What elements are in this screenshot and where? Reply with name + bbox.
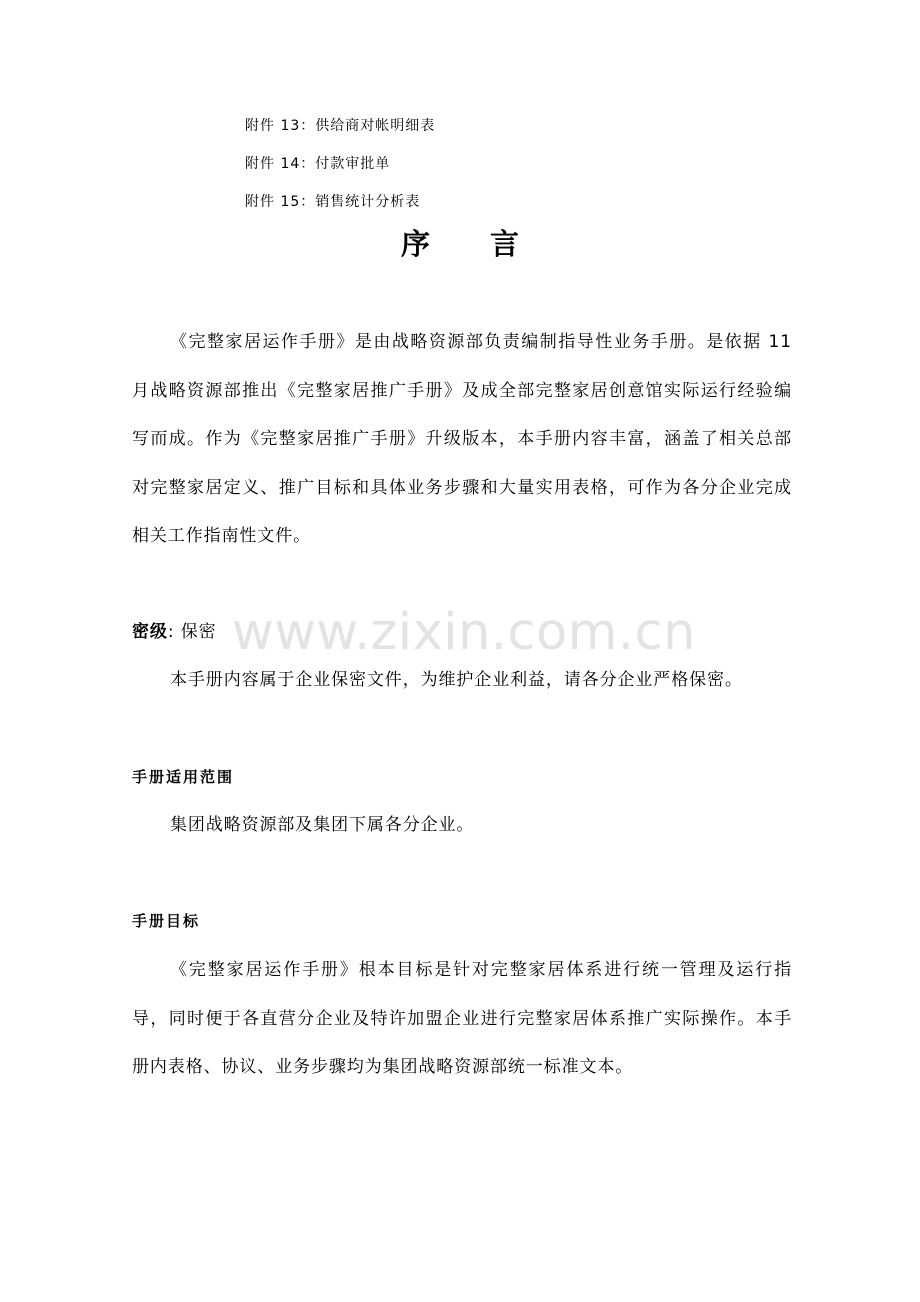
appendix-item-14: 附件 14：付款审批单 (245, 156, 391, 172)
scope-heading: 手册适用范围 (132, 768, 235, 786)
secret-level-value: : 保密 (167, 622, 217, 642)
scope-body: 集团战略资源部及集团下属各分企业。 (170, 815, 475, 835)
page-title: 序言 (400, 227, 579, 261)
secret-level (132, 620, 217, 644)
goal-paragraph: 《完整家居运作手册》根本目标是针对完整家居体系进行统一管理及运行指导，同时便于各直营分企业及特许加盟企业进行完整家居体系推广实际操作。本手册内表格、协议、业务步骤均为集团战略资源部统一标准文本。 (132, 960, 792, 1077)
secret-level-label: 密级 (132, 622, 168, 642)
goal-heading: 手册目标 (132, 912, 201, 930)
watermark: www.zixin.com.cn (232, 603, 696, 662)
secret-notice: 本手册内容属于企业保密文件，为维护企业利益，请各分企业严格保密。 (170, 670, 743, 690)
appendix-item-15: 附件 15：销售统计分析表 (245, 194, 421, 210)
appendix-item-13: 附件 13：供给商对帐明细表 (245, 118, 436, 134)
preface-paragraph: 《完整家居运作手册》是由战略资源部负责编制指导性业务手册。是依据 11 月战略资源部推出《完整家居推广手册》及成全部完整家居创意馆实际运行经验编写而成。作为《完整家居推广手册》升级版本，本手册内容丰富，涵盖了相关总部对完整家居定义、推广目标和具体业务步骤和大量实用表格，可作为各分企业完成相关工作指南性文件。 (132, 332, 792, 546)
